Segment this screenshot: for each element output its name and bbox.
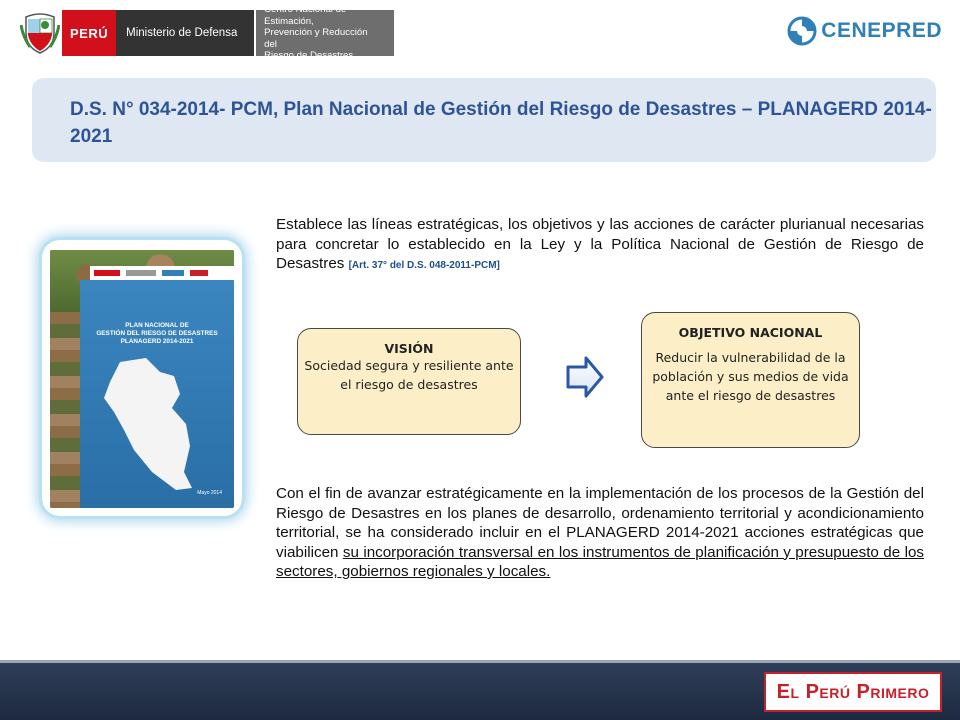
- objective-title: OBJETIVO NACIONAL: [678, 325, 823, 340]
- cenepred-logo: [787, 16, 942, 46]
- cover-title-line-1: PLAN NACIONAL DE: [125, 322, 189, 329]
- cover-title-line-3: PLANAGERD 2014-2021: [120, 338, 194, 345]
- peru-primero-label: El Perú Primero: [776, 680, 930, 703]
- objective-box: [641, 312, 860, 448]
- page-title: D.S. N° 034-2014- PCM, Plan Nacional de Gestión del Riesgo de Desastres – PLANAGERD 2014-2021: [70, 99, 932, 147]
- ministry-label: Ministerio de Defensa: [116, 10, 254, 56]
- strategy-paragraph: [276, 484, 924, 582]
- cover-date: Mayo 2014: [197, 490, 222, 496]
- objective-text: Reducir la vulnerabilidad de la población y sus medios de vida ante el riesgo de desastres: [652, 350, 849, 403]
- strategy-text: Con el fin de avanzar estratégicamente en la implementación de los procesos de la Gestión del Riesgo de Desastres en los planes de desarrollo, ordenamiento territorial y acondicionamiento territorial, se ha considerado incluir en el PLANAGERD 2014-2021 acciones estratégicas que viabilicen: [276, 485, 924, 561]
- cenepred-emblem-icon: [787, 16, 817, 46]
- peru-primero-logo: [764, 672, 942, 712]
- government-banner: [18, 4, 394, 62]
- vision-text: Sociedad segura y resiliente ante el riesgo de desastres: [304, 358, 514, 392]
- vision-box: [297, 328, 521, 435]
- cover-title: [80, 322, 234, 346]
- cover-photo-column: [50, 312, 80, 508]
- peru-label: PERÚ: [62, 10, 116, 56]
- strategy-underlined-text: su incorporación transversal en los instrumentos de planificación y presupuesto de los sectores, gobiernos regionales y locales.: [276, 543, 924, 580]
- right-arrow-icon: [566, 356, 604, 398]
- peru-map-icon: [100, 354, 210, 494]
- cenepred-label: CENEPRED: [821, 19, 942, 42]
- plan-cover-image: [50, 250, 234, 508]
- cover-logo-bar: [90, 266, 234, 280]
- center-label: [256, 4, 394, 62]
- vision-title: VISIÓN: [384, 341, 434, 356]
- center-line-2: Prevención y Reducción del: [264, 27, 368, 50]
- cover-title-line-2: GESTIÓN DEL RIESGO DE DESASTRES: [96, 330, 218, 337]
- intro-text: Establece las líneas estratégicas, los objetivos y las acciones de carácter plurianual necesarias para concretar lo establecido en la Ley y la Política Nacional de Gestión de Riesgo de Desastres: [276, 216, 924, 272]
- intro-paragraph: [276, 215, 924, 276]
- article-reference: [Art. 37° del D.S. 048-2011-PCM]: [348, 260, 500, 271]
- center-line-3: Riesgo de Desastres: [264, 50, 354, 62]
- center-line-1: Centro Nacional de Estimación,: [264, 4, 347, 27]
- coat-of-arms-icon: [18, 10, 62, 56]
